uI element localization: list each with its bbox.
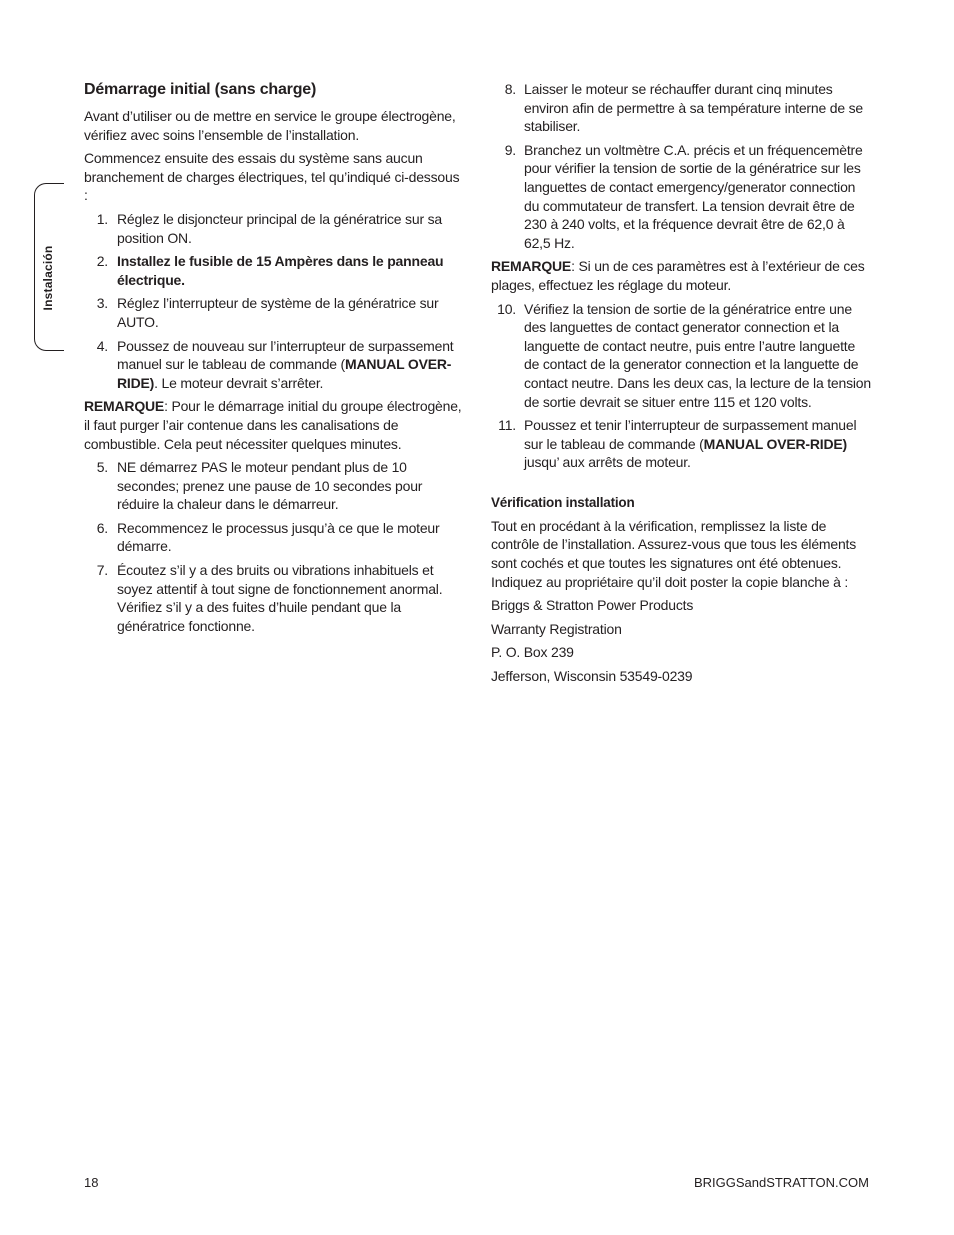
step-number: 4. (96, 337, 108, 354)
step-text: Laisser le moteur se réchauffer durant cinq minutes environ afin de permettre à sa température interne de se stabiliser. (524, 81, 863, 135)
intro-paragraph-1: Avant d’utiliser ou de mettre en service le groupe électrogène, vérifiez avec soins l’ensemble de l’installation. (84, 108, 456, 143)
step-number: 9. (504, 141, 516, 158)
step-10 (491, 300, 871, 412)
left-column (84, 80, 464, 640)
step-number: 2. (96, 253, 108, 270)
steps-list-8-9 (491, 80, 871, 252)
step-text: Recommencez le processus jusqu’à ce que le moteur démarre. (117, 519, 440, 555)
step-number: 11. (498, 417, 516, 434)
step-number: 6. (96, 519, 108, 536)
step-8 (491, 80, 871, 136)
note-text: : Si un de ces paramètres est à l’extérieur de ces plages, effectuez les réglage du moteur. (491, 258, 865, 293)
step-number: 5. (96, 459, 108, 476)
address-line: Briggs & Stratton Power Products (491, 597, 694, 614)
step-4 (84, 337, 464, 393)
address-line: Jefferson, Wisconsin 53549-0239 (491, 668, 693, 685)
step-text: Vérifiez la tension de sortie de la génératrice entre une des languettes de contact generator connection et la languette de contact neutre, puis entre l’autre languette de contact de la generator connection et la languette de contact neutre. Dans les deux cas, la lecture de la tension de sortie devrait se situer entre 115 et 120 volts. (524, 300, 871, 410)
address-line: Warranty Registration (491, 620, 622, 637)
step-text-bold: MANUAL OVER-RIDE) (117, 356, 452, 391)
step-number: 7. (96, 562, 108, 579)
step-text: Écoutez s’il y a des bruits ou vibrations inhabituels et soyez attentif à tout signe de fonctionnement anormal. Vérifiez s’il y a des fuites d’huile pendant que la génératrice fonctionne. (117, 562, 443, 634)
verification-heading: Vérification installation (491, 494, 635, 510)
step-text-after: jusqu’ aux arrêts de moteur. (524, 454, 691, 471)
step-2 (84, 252, 464, 289)
intro-paragraph-2: Commencez ensuite des essais du système sans aucun branchement de charges électriques, tel qu’indiqué ci-dessous : (84, 150, 460, 204)
steps-list-5-7 (84, 458, 464, 635)
step-text: Poussez et tenir l’interrupteur de surpassement manuel sur le tableau de commande ( (524, 417, 857, 452)
step-number: 1. (96, 210, 108, 227)
steps-list-1-4 (84, 210, 464, 392)
step-7 (84, 561, 464, 635)
step-text-bold: MANUAL OVER-RIDE) (703, 435, 847, 452)
steps-list-10-11 (491, 300, 871, 472)
note-label: REMARQUE (84, 398, 165, 415)
note-label: REMARQUE (491, 258, 572, 275)
section-heading: Démarrage initial (sans charge) (84, 81, 317, 98)
right-column (491, 80, 871, 691)
step-text: Poussez de nouveau sur l’interrupteur de surpassement manuel sur le tableau de commande ( (117, 337, 454, 373)
website-link[interactable]: BRIGGSandSTRATTON.COM (693, 1175, 869, 1190)
step-6 (84, 519, 464, 556)
step-number: 8. (504, 81, 516, 97)
step-text: Installez le fusible de 15 Ampères dans le panneau électrique. (117, 253, 444, 288)
step-3 (84, 294, 464, 331)
note-text: : Pour le démarrage initial du groupe électrogène, il faut purger l’air contenue dans les canalisations de combustible. Cela peut nécessiter quelques minutes. (84, 398, 462, 452)
step-9 (491, 141, 871, 253)
address-line: P. O. Box 239 (491, 644, 574, 661)
section-tab-label: Instalación (41, 245, 55, 311)
page-number: 18 (84, 1175, 99, 1190)
step-1 (84, 210, 464, 247)
step-11 (491, 416, 871, 472)
step-number: 3. (96, 295, 108, 312)
step-text: Réglez l’interrupteur de système de la génératrice sur AUTO. (117, 295, 439, 330)
step-text-after: . Le moteur devrait s’arrêter. (154, 374, 324, 391)
step-text: Branchez un voltmètre C.A. précis et un fréquencemètre pour vérifier la tension de sortie de la génératrice sur les languettes de contact emergency/generator connection du commutateur de transfert. La tension devrait être de 230 à 240 volts, et la fréquence devrait être de 62,0 à 62,5 Hz. (524, 141, 863, 251)
step-text: Réglez le disjoncteur principal de la génératrice sur sa position ON. (117, 210, 442, 246)
verification-paragraph: Tout en procédant à la vérification, remplissez la liste de contrôle de l’installation. Assurez-vous que tous les éléments sont cochés et que toutes les signatures ont été obtenues. Indiquez au propriétaire qu’il doit poster la copie blanche à : (491, 517, 857, 590)
step-5 (84, 458, 464, 514)
step-number: 10. (497, 300, 516, 317)
step-text: NE démarrez PAS le moteur pendant plus de 10 secondes; prenez une pause de 10 secondes pour réduire la chaleur dans le démarreur. (117, 459, 423, 513)
note-paragraph (491, 257, 871, 294)
note-paragraph (84, 397, 464, 453)
